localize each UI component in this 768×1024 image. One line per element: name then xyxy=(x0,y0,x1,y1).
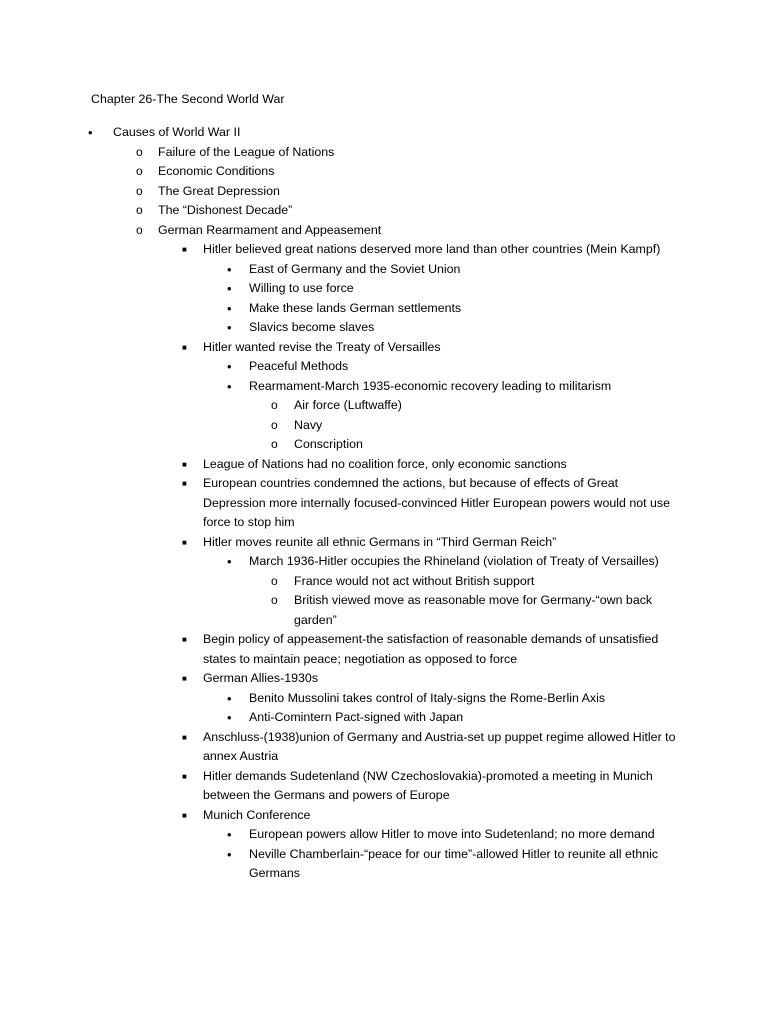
list-item-text: League of Nations had no coalition force, only economic sanctions xyxy=(203,456,567,471)
bullet-marker: ■ xyxy=(182,732,187,742)
bullet-marker: o xyxy=(136,164,143,178)
bullet-marker: • xyxy=(227,359,232,374)
list-item-text: Willing to use force xyxy=(249,281,354,295)
bullet-marker: o xyxy=(136,183,143,198)
bullet-marker: o xyxy=(271,437,278,451)
list-item-text: Rearmament-March 1935-economic recovery leading to militarism xyxy=(249,378,612,393)
list-item-text: Hitler believed great nations deserved more land than other countries (Mein Kampf) xyxy=(203,242,661,256)
bullet-marker: ■ xyxy=(182,479,187,488)
list-item-text: Hitler demands Sudetenland (NW Czechoslovakia)-promoted a meeting in Munich between the Germans and powers of Europe xyxy=(203,768,653,802)
bullet-marker: ■ xyxy=(182,771,187,781)
bullet-marker: o xyxy=(136,203,143,217)
list-item-text: European powers allow Hitler to move into Sudetenland; no more demand xyxy=(249,827,655,841)
bullet-marker: o xyxy=(271,573,278,588)
list-item-text: British viewed move as reasonable move for Germany-“own back garden” xyxy=(294,593,653,627)
bullet-marker: ■ xyxy=(182,537,187,547)
bullet-marker: o xyxy=(271,593,278,607)
list-item-text: German Allies-1930s xyxy=(203,671,319,685)
bullet-marker: • xyxy=(227,827,232,842)
list-item-text: Peaceful Methods xyxy=(249,359,349,373)
bullet-marker: • xyxy=(227,261,232,277)
list-item-text: The “Dishonest Decade” xyxy=(158,203,293,217)
bullet-marker: o xyxy=(271,417,278,432)
bullet-marker: • xyxy=(227,320,232,335)
list-item-text: France would not act without British support xyxy=(294,573,535,588)
bullet-marker: ■ xyxy=(182,810,187,820)
bullet-marker: ■ xyxy=(182,342,187,352)
bullet-marker: ■ xyxy=(182,459,187,469)
list-item-text: East of Germany and the Soviet Union xyxy=(249,261,461,276)
list-item-text: Slavics become slaves xyxy=(249,320,375,334)
list-item-text: Navy xyxy=(294,417,323,432)
bullet-marker: • xyxy=(227,846,232,862)
bullet-marker: o xyxy=(136,222,143,237)
list-item-text: Anschluss-(1938)union of Germany and Austria-set up puppet regime allowed Hitler to annex Austria xyxy=(203,729,676,763)
bullet-marker: ■ xyxy=(182,674,187,683)
list-item-text: Munich Conference xyxy=(203,807,311,822)
bullet-marker: • xyxy=(227,710,232,725)
list-item-text: Begin policy of appeasement-the satisfaction of reasonable demands of unsatisfied states to maintain peace; negotiation as opposed to force xyxy=(203,632,659,666)
bullet-marker: ■ xyxy=(182,245,187,254)
bullet-marker: o xyxy=(271,398,278,412)
list-item-text: The Great Depression xyxy=(158,183,280,198)
list-item-text: March 1936-Hitler occupies the Rhineland (violation of Treaty of Versailles) xyxy=(249,554,659,568)
bullet-marker: ■ xyxy=(182,635,187,644)
list-item-text: Anti-Comintern Pact-signed with Japan xyxy=(249,710,464,724)
bullet-marker: • xyxy=(227,281,232,296)
bullet-marker: • xyxy=(227,378,232,394)
list-item-text: Causes of World War II xyxy=(113,125,241,139)
bullet-marker: • xyxy=(227,554,232,569)
bullet-marker: o xyxy=(136,144,143,159)
list-item-text: European countries condemned the actions, but because of effects of Great Depression more internally focused-convinced Hitler European powers would not use force to stop him xyxy=(203,476,670,529)
list-item-text: Air force (Luftwaffe) xyxy=(294,398,402,412)
list-item-text: Hitler wanted revise the Treaty of Versailles xyxy=(203,339,441,354)
page-title: Chapter 26-The Second World War xyxy=(91,92,285,106)
bullet-marker: • xyxy=(88,125,93,140)
list-item-text: Benito Mussolini takes control of Italy-signs the Rome-Berlin Axis xyxy=(249,690,606,705)
list-item-text: German Rearmament and Appeasement xyxy=(158,222,382,237)
list-item-text: Conscription xyxy=(294,437,363,451)
list-item-text: Failure of the League of Nations xyxy=(158,144,335,159)
list-item-text: Economic Conditions xyxy=(158,164,275,178)
bullet-marker: • xyxy=(227,690,232,706)
list-item-text: Make these lands German settlements xyxy=(249,300,462,315)
bullet-marker: • xyxy=(227,300,232,316)
list-item-text: Hitler moves reunite all ethnic Germans in “Third German Reich” xyxy=(203,534,557,549)
list-item-text: Neville Chamberlain-“peace for our time”-allowed Hitler to reunite all ethnic Germans xyxy=(249,846,659,880)
